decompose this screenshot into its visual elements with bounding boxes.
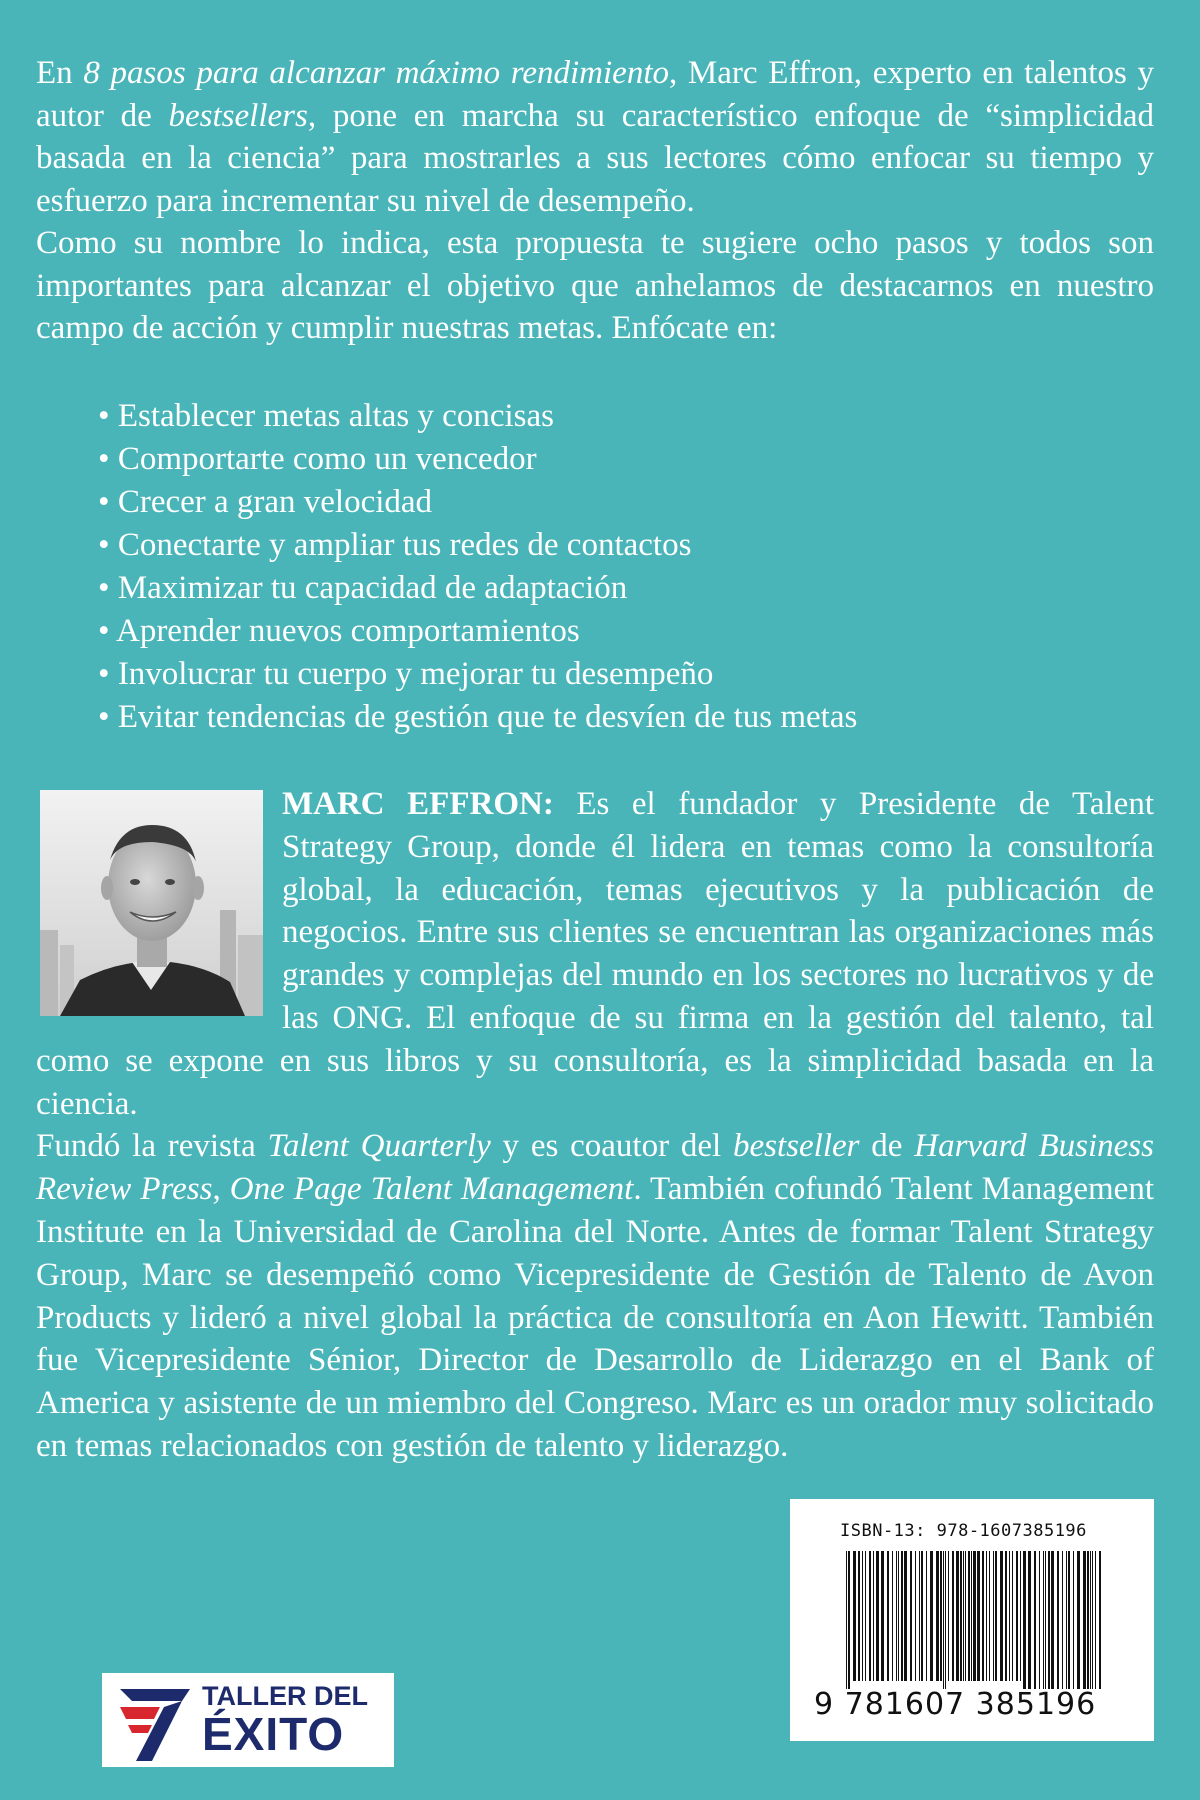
text-run: , Marc Effron, experto en talentos y autor de: [36, 55, 1154, 134]
text-run: ,: [212, 1171, 230, 1208]
text-run: En: [36, 55, 84, 91]
list-item: • Aprender nuevos comportamientos: [98, 610, 1098, 653]
intro-paragraph-2: Como su nombre lo indica, esta propuesta te sugiere ocho pasos y todos son importantes para alcanzar el objetivo que anhelamos de destacarnos en nuestro campo de acción y cumplir nuestras metas. Enfócate en:: [36, 225, 1154, 346]
barcode-graphic: [840, 1551, 1110, 1691]
text-run: . También cofundó Talent Management Institute en la Universidad de Carolina del Norte. Antes de formar Talent Strategy Group, Marc se desempeñó como Vicepresidente de Gestión de Talento de Avon Products y lideró a nivel global la práctica de consultoría en Aon Hewitt. También fue Vicepresidente Sénior, Director de Desarrollo de Liderazgo en el Bank of America y asistente de un miembro del Congreso. Marc es un orador muy solicitado en temas relacionados con gestión de talento y liderazgo.: [36, 1171, 1155, 1464]
text-run: y es coautor del: [490, 1128, 733, 1165]
list-item: • Establecer metas altas y concisas: [98, 395, 1098, 438]
italic-text: bestseller: [733, 1128, 860, 1165]
italic-text: Harvard Business Review Press: [36, 1128, 1154, 1208]
intro-text: [36, 52, 1154, 350]
bio-paragraph-2: [36, 1125, 1154, 1467]
list-item: • Comportarte como un vencedor: [98, 438, 1098, 481]
text-run: Fundó la revista: [36, 1128, 268, 1165]
intro-paragraph-1: [36, 52, 1154, 222]
isbn-digits: 9 781607 385196: [814, 1687, 1097, 1722]
logo-seven-icon: [102, 1673, 202, 1767]
list-item: • Crecer a gran velocidad: [98, 481, 1098, 524]
isbn-barcode: [790, 1499, 1154, 1741]
publisher-logo: [102, 1673, 394, 1767]
italic-text: 8 pasos para alcanzar máximo rendimiento: [83, 55, 669, 91]
list-item: • Involucrar tu cuerpo y mejorar tu desempeño: [98, 653, 1098, 696]
author-name: MARC EFFRON:: [282, 786, 554, 822]
text-run: de: [859, 1128, 915, 1165]
author-photo: [40, 790, 263, 1016]
steps-list: [98, 395, 1098, 739]
italic-text: One Page Talent Management: [229, 1171, 634, 1208]
logo-text-line-1: TALLER DEL: [202, 1681, 368, 1711]
list-item: • Conectarte y ampliar tus redes de contactos: [98, 524, 1098, 567]
isbn-label: ISBN-13: 978-1607385196: [840, 1521, 1087, 1541]
italic-text: Talent Quarterly: [267, 1128, 491, 1165]
logo-text-line-2: ÉXITO: [202, 1708, 345, 1760]
list-item: • Maximizar tu capacidad de adaptación: [98, 567, 1098, 610]
list-item: • Evitar tendencias de gestión que te desvíen de tus metas: [98, 696, 1098, 739]
text-run: , pone en marcha su característico enfoque de “simplicidad basada en la ciencia” para mostrarles a sus lectores cómo enfocar su tiempo y esfuerzo para incrementar su nivel de desempeño.: [36, 97, 1154, 219]
bio-text-1: Es el fundador y Presidente de Talent Strategy Group, donde él lidera en temas como la consultoría global, la educación, temas ejecutivos y la publicación de negocios. Entre sus clientes se encuentran las organizaciones más grandes y complejas del mundo en los sectores no lucrativos y de las ONG. El enfoque de su firma en la gestión del talento, tal como se expone en sus libros y su consultoría, es la simplicidad basada en la ciencia.: [36, 786, 1154, 1122]
italic-text: bestsellers: [168, 97, 308, 134]
